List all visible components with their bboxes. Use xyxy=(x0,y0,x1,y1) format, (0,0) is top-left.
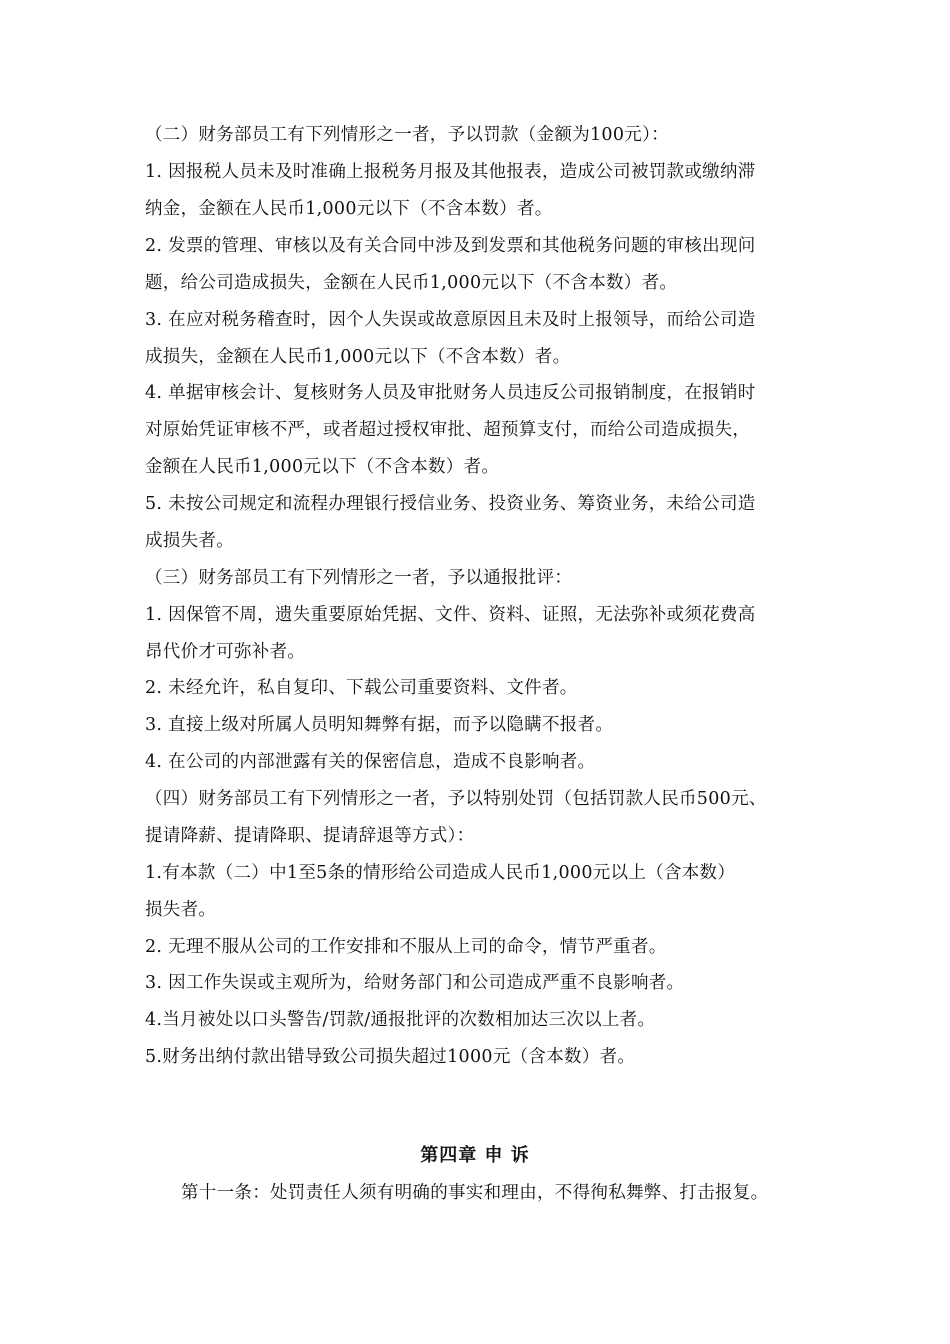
text-line: 5. 未按公司规定和流程办理银行授信业务、投资业务、筹资业务，未给公司造 xyxy=(145,494,756,514)
text-line: （三）财务部员工有下列情形之一者，予以通报批评： xyxy=(145,568,573,588)
text-line: （二）财务部员工有下列情形之一者，予以罚款（金额为100元）： xyxy=(145,125,669,145)
text-line: 金额在人民币1,000元以下（不含本数）者。 xyxy=(145,457,500,477)
text-line: 4.当月被处以口头警告/罚款/通报批评的次数相加达三次以上者。 xyxy=(145,1010,656,1030)
text-line: 损失者。 xyxy=(145,900,217,920)
text-line: 4. 在公司的内部泄露有关的保密信息，造成不良影响者。 xyxy=(145,752,596,772)
text-line: 成损失者。 xyxy=(145,531,234,551)
text-line: 2. 无理不服从公司的工作安排和不服从上司的命令，情节严重者。 xyxy=(145,937,667,957)
text-line: 1. 因报税人员未及时准确上报税务月报及其他报表，造成公司被罚款或缴纳滞 xyxy=(145,162,756,182)
text-line: 提请降薪、提请降职、提请辞退等方式）： xyxy=(145,826,475,846)
text-line: 4. 单据审核会计、复核财务人员及审批财务人员违反公司报销制度，在报销时 xyxy=(145,383,756,403)
text-line: （四）财务部员工有下列情形之一者，予以特别处罚（包括罚款人民币500元、 xyxy=(145,789,767,809)
text-line: 2. 未经允许，私自复印、下载公司重要资料、文件者。 xyxy=(145,678,578,698)
text-line: 1. 因保管不周，遗失重要原始凭据、文件、资料、证照，无法弥补或须花费高 xyxy=(145,605,756,625)
chapter-heading: 第四章 申 诉 xyxy=(420,1145,530,1166)
text-line: 题，给公司造成损失，金额在人民币1,000元以下（不含本数）者。 xyxy=(145,273,678,293)
text-line: 昂代价才可弥补者。 xyxy=(145,642,306,662)
text-line: 3. 直接上级对所属人员明知舞弊有据，而予以隐瞒不报者。 xyxy=(145,715,614,735)
text-line: 成损失，金额在人民币1,000元以下（不含本数）者。 xyxy=(145,347,571,367)
article-paragraph: 第十一条：处罚责任人须有明确的事实和理由，不得徇私舞弊、打击报复。 xyxy=(181,1183,769,1203)
text-line: 3. 在应对税务稽查时，因个人失误或故意原因且未及时上报领导，而给公司造 xyxy=(145,310,756,330)
text-line: 2. 发票的管理、审核以及有关合同中涉及到发票和其他税务问题的审核出现问 xyxy=(145,236,756,256)
text-line: 纳金，金额在人民币1,000元以下（不含本数）者。 xyxy=(145,199,553,219)
text-line: 对原始凭证审核不严，或者超过授权审批、超预算支付，而给公司造成损失， xyxy=(145,420,751,440)
text-line: 1.有本款（二）中1至5条的情形给公司造成人民币1,000元以上（含本数） xyxy=(145,863,736,883)
text-line: 3. 因工作失误或主观所为，给财务部门和公司造成严重不良影响者。 xyxy=(145,973,685,993)
text-line: 5.财务出纳付款出错导致公司损失超过1000元（含本数）者。 xyxy=(145,1047,636,1067)
